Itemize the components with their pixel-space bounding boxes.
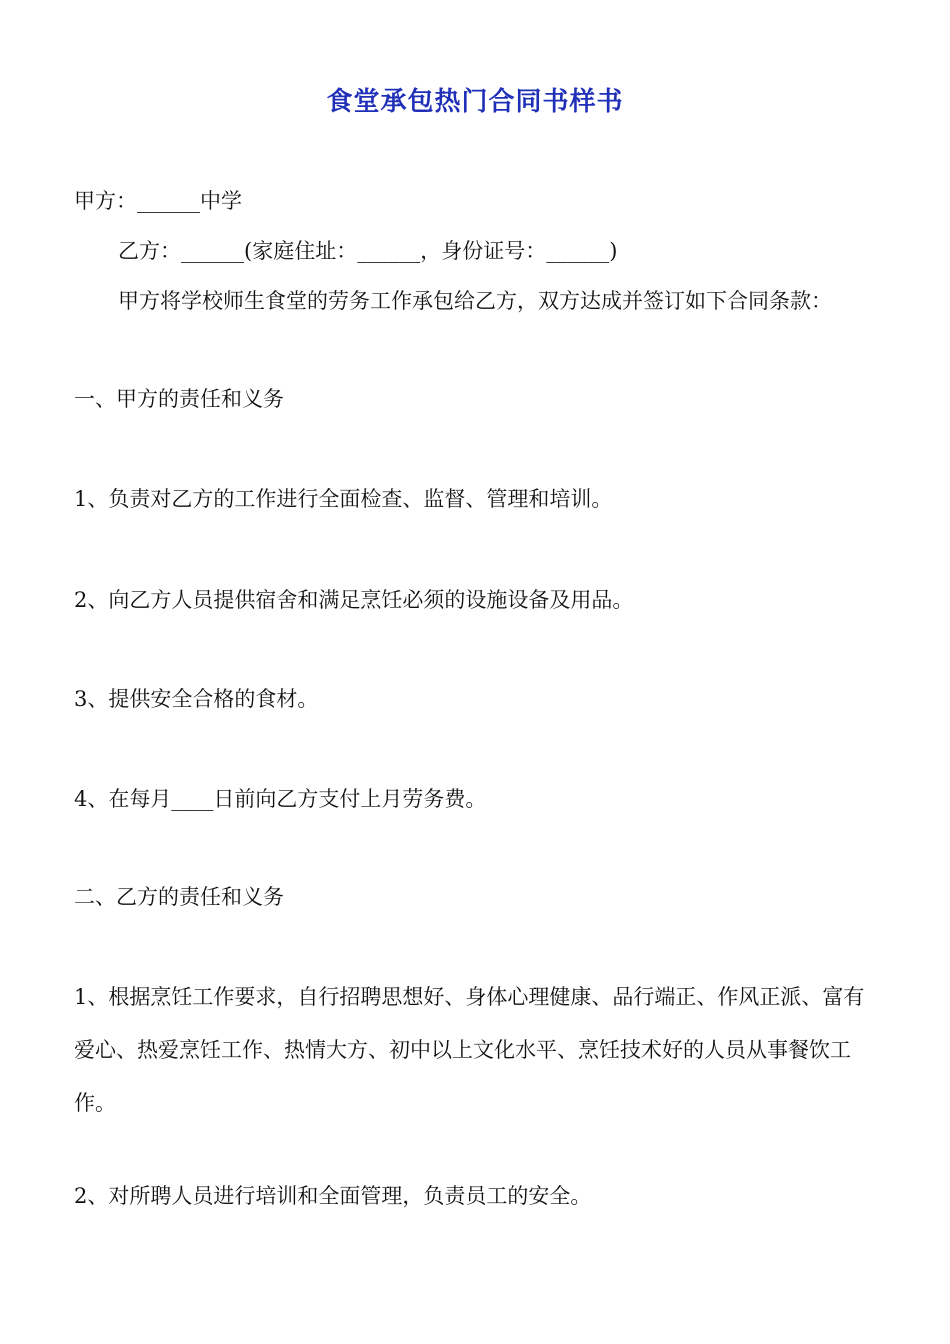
section-1-item-4: 4、在每月____日前向乙方支付上月劳务费。 <box>74 787 487 811</box>
section-1-heading: 一、甲方的责任和义务 <box>74 387 284 411</box>
section-2-item-1: 1、根据烹饪工作要求，自行招聘思想好、身体心理健康、品行端正、作风正派、富有爱心、热爱烹饪工作、热情大方、初中以上文化水平、烹饪技术好的人员从事餐饮工作。 <box>74 985 865 1115</box>
document-title: 食堂承包热门合同书样书 <box>326 87 624 117</box>
section-2-item-2: 2、对所聘人员进行培训和全面管理，负责员工的安全。 <box>74 1184 592 1208</box>
section-1-item-2: 2、向乙方人员提供宿舍和满足烹饪必须的设施设备及用品。 <box>74 588 634 612</box>
party-a-line: 甲方：______中学 <box>74 189 242 213</box>
section-2-heading: 二、乙方的责任和义务 <box>74 885 284 909</box>
section-1-item-1: 1、负责对乙方的工作进行全面检查、监督、管理和培训。 <box>74 487 613 511</box>
intro-paragraph: 甲方将学校师生食堂的劳务工作承包给乙方，双方达成并签订如下合同条款： <box>118 289 832 313</box>
section-1-item-3: 3、提供安全合格的食材。 <box>74 687 319 711</box>
party-b-line: 乙方：______(家庭住址：______，身份证号：______) <box>118 239 618 263</box>
